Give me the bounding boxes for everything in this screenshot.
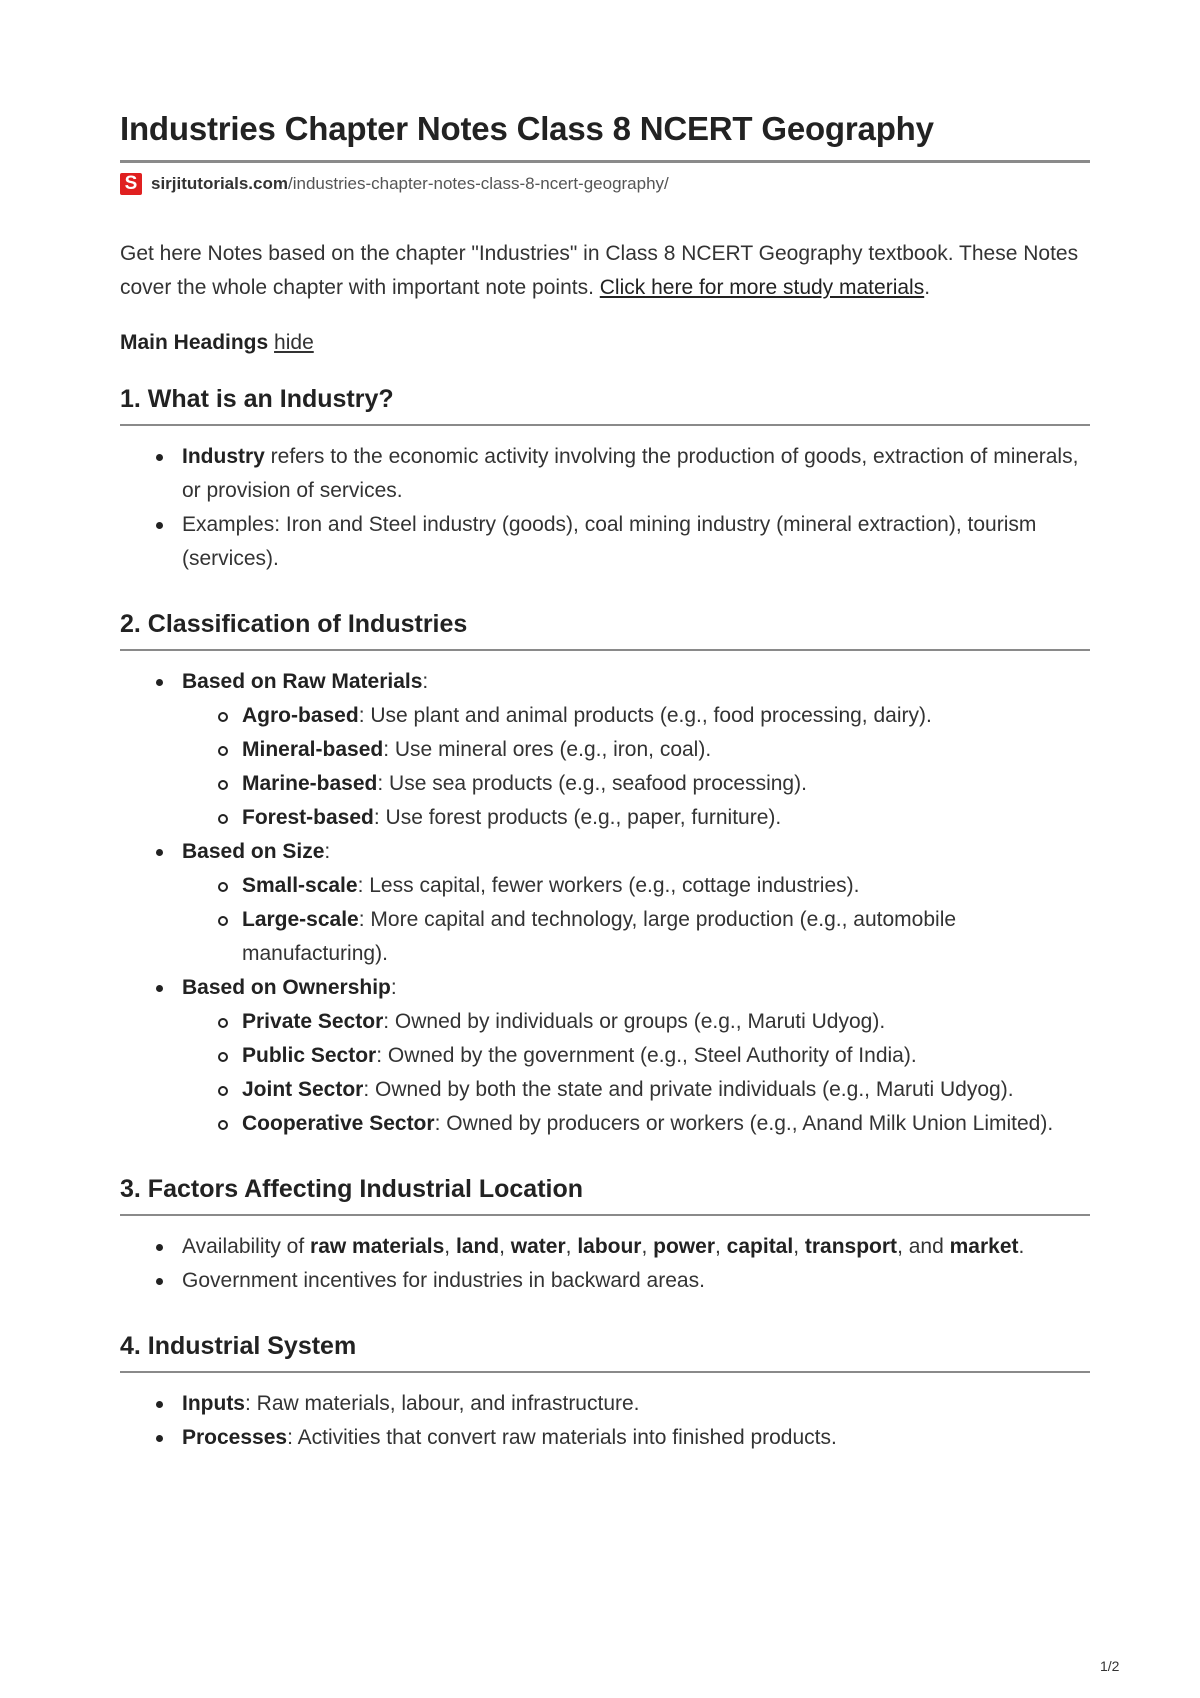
sub-item [182, 1005, 1090, 1039]
item-text: Availability of [182, 1235, 311, 1258]
term: Joint Sector [242, 1078, 364, 1101]
intro-text: Get here Notes based on the chapter "Industries" in Class 8 NCERT Geography textbook. These Notes cover the whole chapter with important note points. [120, 242, 1079, 299]
sep: , [444, 1235, 456, 1258]
list-item [120, 971, 1090, 1141]
term: Based on Size [182, 840, 325, 863]
colon: : [422, 670, 429, 693]
section-industrial-system [120, 1332, 1090, 1455]
sub-item [182, 699, 1090, 733]
term: Cooperative Sector [242, 1112, 435, 1135]
term: market [949, 1235, 1019, 1258]
term: labour [577, 1235, 642, 1258]
sub-item [182, 801, 1090, 835]
item-text: : Owned by producers or workers (e.g., Anand Milk Union Limited). [434, 1112, 1054, 1135]
item-text: : Owned by both the state and private individuals (e.g., Maruti Udyog). [363, 1078, 1014, 1101]
section-location-factors [120, 1175, 1090, 1298]
term: Forest-based [242, 806, 374, 829]
section-classification [120, 610, 1090, 1141]
term: Inputs [182, 1392, 245, 1415]
colon: : [390, 976, 397, 999]
list-item [120, 665, 1090, 835]
term: Private Sector [242, 1010, 384, 1033]
study-materials-link[interactable]: Click here for more study materials [599, 276, 925, 299]
sub-item [182, 1073, 1090, 1107]
item-text: : Owned by the government (e.g., Steel Authority of India). [376, 1044, 917, 1067]
sep: . [1018, 1235, 1025, 1258]
term: Marine-based [242, 772, 378, 795]
sub-item [182, 1039, 1090, 1073]
list-item [120, 1421, 1090, 1455]
sep: , [641, 1235, 654, 1258]
toc-label: Main Headings [120, 331, 269, 354]
bullet-list [120, 440, 1090, 576]
source-domain: sirjitutorials.com [151, 174, 288, 193]
item-text: : Use forest products (e.g., paper, furniture). [373, 806, 782, 829]
sub-item [182, 1107, 1090, 1141]
page-number: 1/2 [1100, 1658, 1120, 1674]
list-item: Government incentives for industries in backward areas. [120, 1264, 1090, 1298]
sep: , [715, 1235, 727, 1258]
intro-end: . [924, 276, 931, 299]
item-text: : Raw materials, labour, and infrastructure. [245, 1392, 640, 1415]
site-logo-icon: S [120, 173, 142, 195]
source-line [120, 173, 1090, 195]
section-heading: 3. Factors Affecting Industrial Location [120, 1175, 1090, 1216]
term: Industry [182, 445, 265, 468]
section-heading: 2. Classification of Industries [120, 610, 1090, 651]
list-item [120, 440, 1090, 508]
term: Large-scale [242, 908, 359, 931]
item-text: refers to the economic activity involving the production of goods, extraction of minerals, or provision of services. [182, 445, 1079, 502]
term: water [510, 1235, 566, 1258]
sub-list [120, 699, 1090, 835]
term: capital [726, 1235, 794, 1258]
list-item: Examples: Iron and Steel industry (goods), coal mining industry (mineral extraction), tourism (services). [120, 508, 1090, 576]
sub-item [182, 869, 1090, 903]
item-text: : Activities that convert raw materials into finished products. [287, 1426, 837, 1449]
section-heading: 4. Industrial System [120, 1332, 1090, 1373]
sep: , and [897, 1235, 950, 1258]
term: transport [804, 1235, 898, 1258]
section-heading: 1. What is an Industry? [120, 385, 1090, 426]
term: land [455, 1235, 500, 1258]
item-text: : Use mineral ores (e.g., iron, coal). [383, 738, 712, 761]
colon: : [324, 840, 331, 863]
term: raw materials [310, 1235, 445, 1258]
source-url[interactable] [151, 174, 669, 194]
term: Small-scale [242, 874, 358, 897]
sub-item [182, 767, 1090, 801]
term: Processes [182, 1426, 288, 1449]
sep: , [793, 1235, 805, 1258]
sub-item [182, 733, 1090, 767]
sub-list [120, 869, 1090, 971]
bullet-list [120, 1230, 1090, 1298]
item-text: : Owned by individuals or groups (e.g., Maruti Udyog). [383, 1010, 886, 1033]
bullet-list [120, 1387, 1090, 1455]
section-what-is-industry [120, 385, 1090, 576]
term: Based on Raw Materials [182, 670, 423, 693]
sub-item [182, 903, 1090, 971]
term: Mineral-based [242, 738, 384, 761]
term: Public Sector [242, 1044, 377, 1067]
term: Based on Ownership [182, 976, 391, 999]
table-of-contents [120, 331, 1090, 355]
term: Agro-based [242, 704, 359, 727]
item-text: : Less capital, fewer workers (e.g., cottage industries). [357, 874, 860, 897]
list-item [120, 835, 1090, 971]
toc-hide-link[interactable]: hide [274, 331, 314, 354]
item-text: : More capital and technology, large production (e.g., automobile manufacturing). [242, 908, 957, 965]
sep: , [565, 1235, 578, 1258]
item-text: : Use sea products (e.g., seafood processing). [377, 772, 807, 795]
intro-paragraph [120, 237, 1090, 305]
article [120, 110, 1090, 1455]
sep: , [499, 1235, 511, 1258]
item-text: : Use plant and animal products (e.g., food processing, dairy). [358, 704, 932, 727]
list-item [120, 1230, 1090, 1264]
term: power [653, 1235, 715, 1258]
bullet-list [120, 665, 1090, 1141]
source-path: /industries-chapter-notes-class-8-ncert-geography/ [287, 174, 669, 193]
page-title: Industries Chapter Notes Class 8 NCERT Geography [120, 110, 1090, 163]
list-item [120, 1387, 1090, 1421]
sub-list [120, 1005, 1090, 1141]
